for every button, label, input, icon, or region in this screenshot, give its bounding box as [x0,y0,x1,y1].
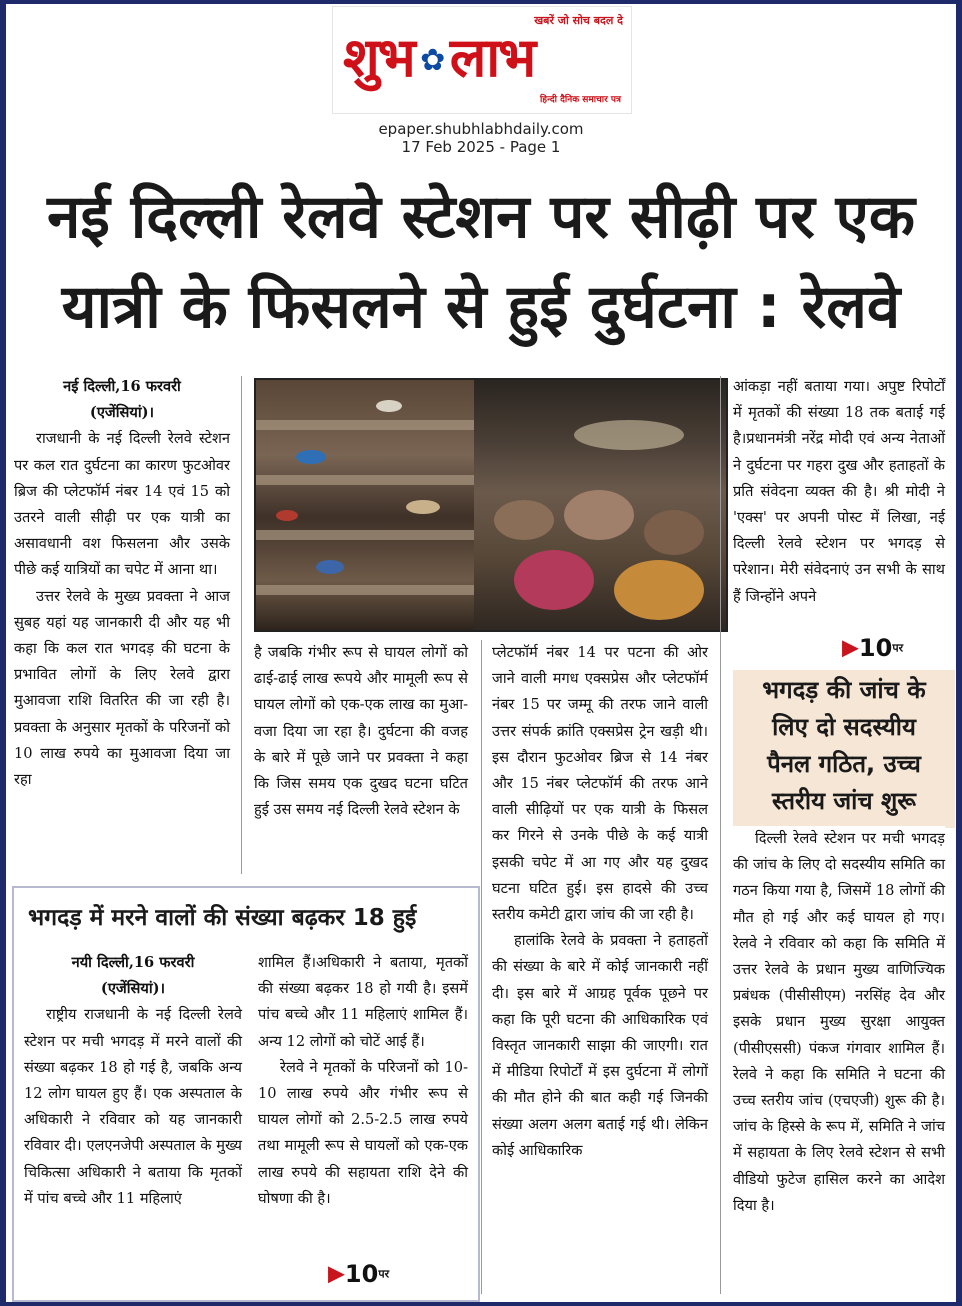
boxed-agency: (एजेंसियां)। [100,980,166,998]
story-paragraph: आंकड़ा नहीं बताया गया। अपुष्ट रिपोर्टों में मृतकों की संख्या 18 तक बताई गई है।प्रधानमंत्री नरेंद्र मोदी एवं अन्य नेताओं ने दुर्घटना पर गहरा दुख और हताहतों के प्रति संवेदना व्यक्त की है। श्री मोदी ने 'एक्स' पर अपनी पोस्ट में लिखा, नई दिल्ली रेलवे स्टेशन पर भगदड़ से परेशान। मेरी संवेदनाएं उन सभी के साथ हैं जिन्होंने अपने [733,378,945,605]
boxed-story [12,886,480,1302]
headline-line-1: नई दिल्ली रेलवे स्टेशन पर सीढ़ी पर एक [47,182,915,252]
main-story-col-4 [733,374,945,610]
boxed-story-col-2 [258,950,468,1212]
boxed-story-title: भगदड़ में मरने वालों की संख्या बढ़कर 18 हुई [28,905,417,931]
newspaper-page [6,4,956,1302]
jump-page-number: 10 [858,634,893,662]
sidebar-story-body [733,826,945,1219]
story-paragraph: हालांकि रेलवे के प्रवक्ता ने हताहतों की संख्या के बारे में कोई जानकारी नहीं दी। इस बारे में आग्रह पूर्वक पूछने पर कहा कि पूरी घटना की आधिकारिक एवं विस्तृत जानकारी साझा की जाएगी। रात में मीडिया रिपोर्टों में इस दुर्घटना में लोगों की मौत होने की बात कही गई जिनकी संख्या अलग अलग बताई गई थी। लेकिन कोई आधिकारिक [492,932,708,1159]
boxed-story-col-1 [24,950,242,1212]
story-paragraph: राजधानी के नई दिल्ली रेलवे स्टेशन पर कल रात दुर्घटना का कारण फुटओवर ब्रिज की प्लेटफॉर्म नंबर 14 एवं 15 को उतरने वाली सीढ़ी पर एक यात्री का असावधानी वश फिसलना और उसके पीछे कई यात्रियों का चपेट में आना था। [14,430,230,579]
story-dateline: नई दिल्ली,16 फरवरी [63,378,181,395]
column-divider [241,376,242,874]
column-divider [481,640,482,1294]
main-story-col-1 [14,374,230,793]
story-paragraph: है जबकि गंभीर रूप से घायल लोगों को ढाई-ढाई लाख रूपये और मामूली रूप से घायल लोगों को एक-एक लाख का मुआ-वजा दिया जा रहा है। दुर्घटना की वजह के बारे में पूछे जाने पर प्रवक्ता ने कहा कि जिस समय एक दुखद घटना घटित हुई उस समय नई दिल्ली रेलवे स्टेशन के [254,644,468,819]
boxed-continued-link[interactable] [328,1260,389,1288]
main-story-col-3 [492,640,708,1164]
continued-on-page-link[interactable] [842,634,903,662]
sidebar-title-line: पैनल गठित, उच्च [767,750,921,778]
sidebar-title-line: स्तरीय जांच शुरू [772,787,916,815]
story-paragraph: उत्तर रेलवे के मुख्य प्रवक्ता ने आज सुबह यहां यह जानकारी दी और यह भी कहा कि कल रात भगदड़ की घटना के प्रभावित लोगों के लिए रेलवे द्वारा मुआवजा राशि वितरित की जा रही है।प्रवक्ता के अनुसार मृतकों के परिजनों को 10 लाख रुपये का मुआवजा दिया जा रहा [14,587,230,789]
story-paragraph: रेलवे ने मृतकों के परिजनों को 10-10 लाख रुपये और गंभीर रूप से घायल लोगों को 2.5-2.5 लाख रुपये तथा मामूली रूप से घायलों को एक-एक लाख रुपये की सहायता राशि देने की घोषणा की है। [258,1058,468,1207]
main-headline [6,172,956,352]
stampede-photo [254,378,728,632]
edition-date-page: 17 Feb 2025 - Page 1 [401,138,561,156]
sidebar-title-line: भगदड़ की जांच के [762,676,926,704]
boxed-dateline: नयी दिल्ली,16 फरवरी [71,954,195,971]
story-paragraph: राष्ट्रीय राजधानी के नई दिल्ली रेलवे स्टेशन पर मची भगदड़ में मरने वालों की संख्या बढ़कर 18 हो गई है, जबकि अन्य 12 लोग घायल हुए हैं। एक अस्पताल के अधिकारी ने रविवार को यह जानकारी रविवार दी। एलएनजेपी अस्पताल के मुख्य चिकित्सा अधिकारी ने बताया कि मृतकों में पांच बच्चे और 11 महिलाएं [24,1006,242,1207]
logo-right: लाभ [449,26,535,89]
main-story-col-2 [254,640,468,823]
logo-wordmark [343,27,534,92]
arrow-right-icon: ▶ [842,635,859,661]
masthead-tagline: खबरें जो सोच बदल दे [534,14,623,27]
photo-stairs-shoes [256,380,474,630]
logo-left: शुभ [343,26,414,89]
edition-info [6,120,956,156]
story-agency: (एजेंसियां)। [89,404,155,422]
sidebar-story-title [733,670,955,820]
story-paragraph: शामिल हैं।अधिकारी ने बताया, मृतकों की संख्या बढ़कर 18 हो गयी है। इसमें पांच बच्चे और 11 महिलाएं शामिल हैं। अन्य 12 लोगों को चोटें आई हैं। [258,954,468,1050]
sidebar-title-line: लिए दो सदस्यीय [772,713,916,741]
sidebar-story-heading-box [733,670,955,828]
jump-unit: पर [378,1267,390,1281]
jump-page-number: 10 [344,1260,379,1288]
photo-platform-crowd [474,380,726,630]
story-paragraph: दिल्ली रेलवे स्टेशन पर मची भगदड़ की जांच के लिए दो सदस्यीय समिति का गठन किया गया है, जिसमें 18 लोगों की मौत हो गई और कई घायल हो गए। रेलवे ने रविवार को कहा कि समिति में उत्तर रेलवे के प्रधान मुख्य वाणिज्यिक प्रबंधक (पीसीसीएम) नरसिंह देव और इसके प्रधान मुख्य सुरक्षा आयुक्त (पीसीएससी) पंकज गंगवार शामिल हैं। रेलवे ने कहा कि समिति ने घटना की उच्च स्तरीय जांच (एचएजी) शुरू की है। जांच के हिस्से के रूप में, समिति ने जांच में सहायता के लिए रेलवे स्टेशन से सभी वीडियो फुटेज हासिल करने का आदेश दिया है। [733,830,945,1214]
masthead-subtagline: हिन्दी दैनिक समाचार पत्र [539,95,621,105]
masthead-logo [332,6,632,114]
edition-url[interactable]: epaper.shubhlabhdaily.com [378,120,584,138]
jump-unit: पर [892,641,904,655]
ganesha-icon: ✿ [420,43,444,79]
story-paragraph: प्लेटफॉर्म नंबर 14 पर पटना की ओर जाने वाली मगध एक्सप्रेस और प्लेटफॉर्म नंबर 15 पर जम्मू की तरफ जाने वाली उत्तर संपर्क क्रांति एक्सप्रेस ट्रेन खड़ी थी। इस दौरान फुटओवर ब्रिज से 14 नंबर और 15 नंबर प्लेटफॉर्म की तरफ आने वाली सीढ़ियों पर एक यात्री के फिसल कर गिरने से उनके पीछे के कई यात्री इसकी चपेट में आ गए और यह दुखद घटना घटित हुई। इस हादसे की उच्च स्तरीय कमेटी द्वारा जांच की जा रही है। [492,644,708,924]
headline-line-2: यात्री के फिसलने से हुई दुर्घटना : रेलवे [61,272,901,342]
arrow-right-icon: ▶ [328,1261,345,1287]
column-divider [720,376,721,1294]
